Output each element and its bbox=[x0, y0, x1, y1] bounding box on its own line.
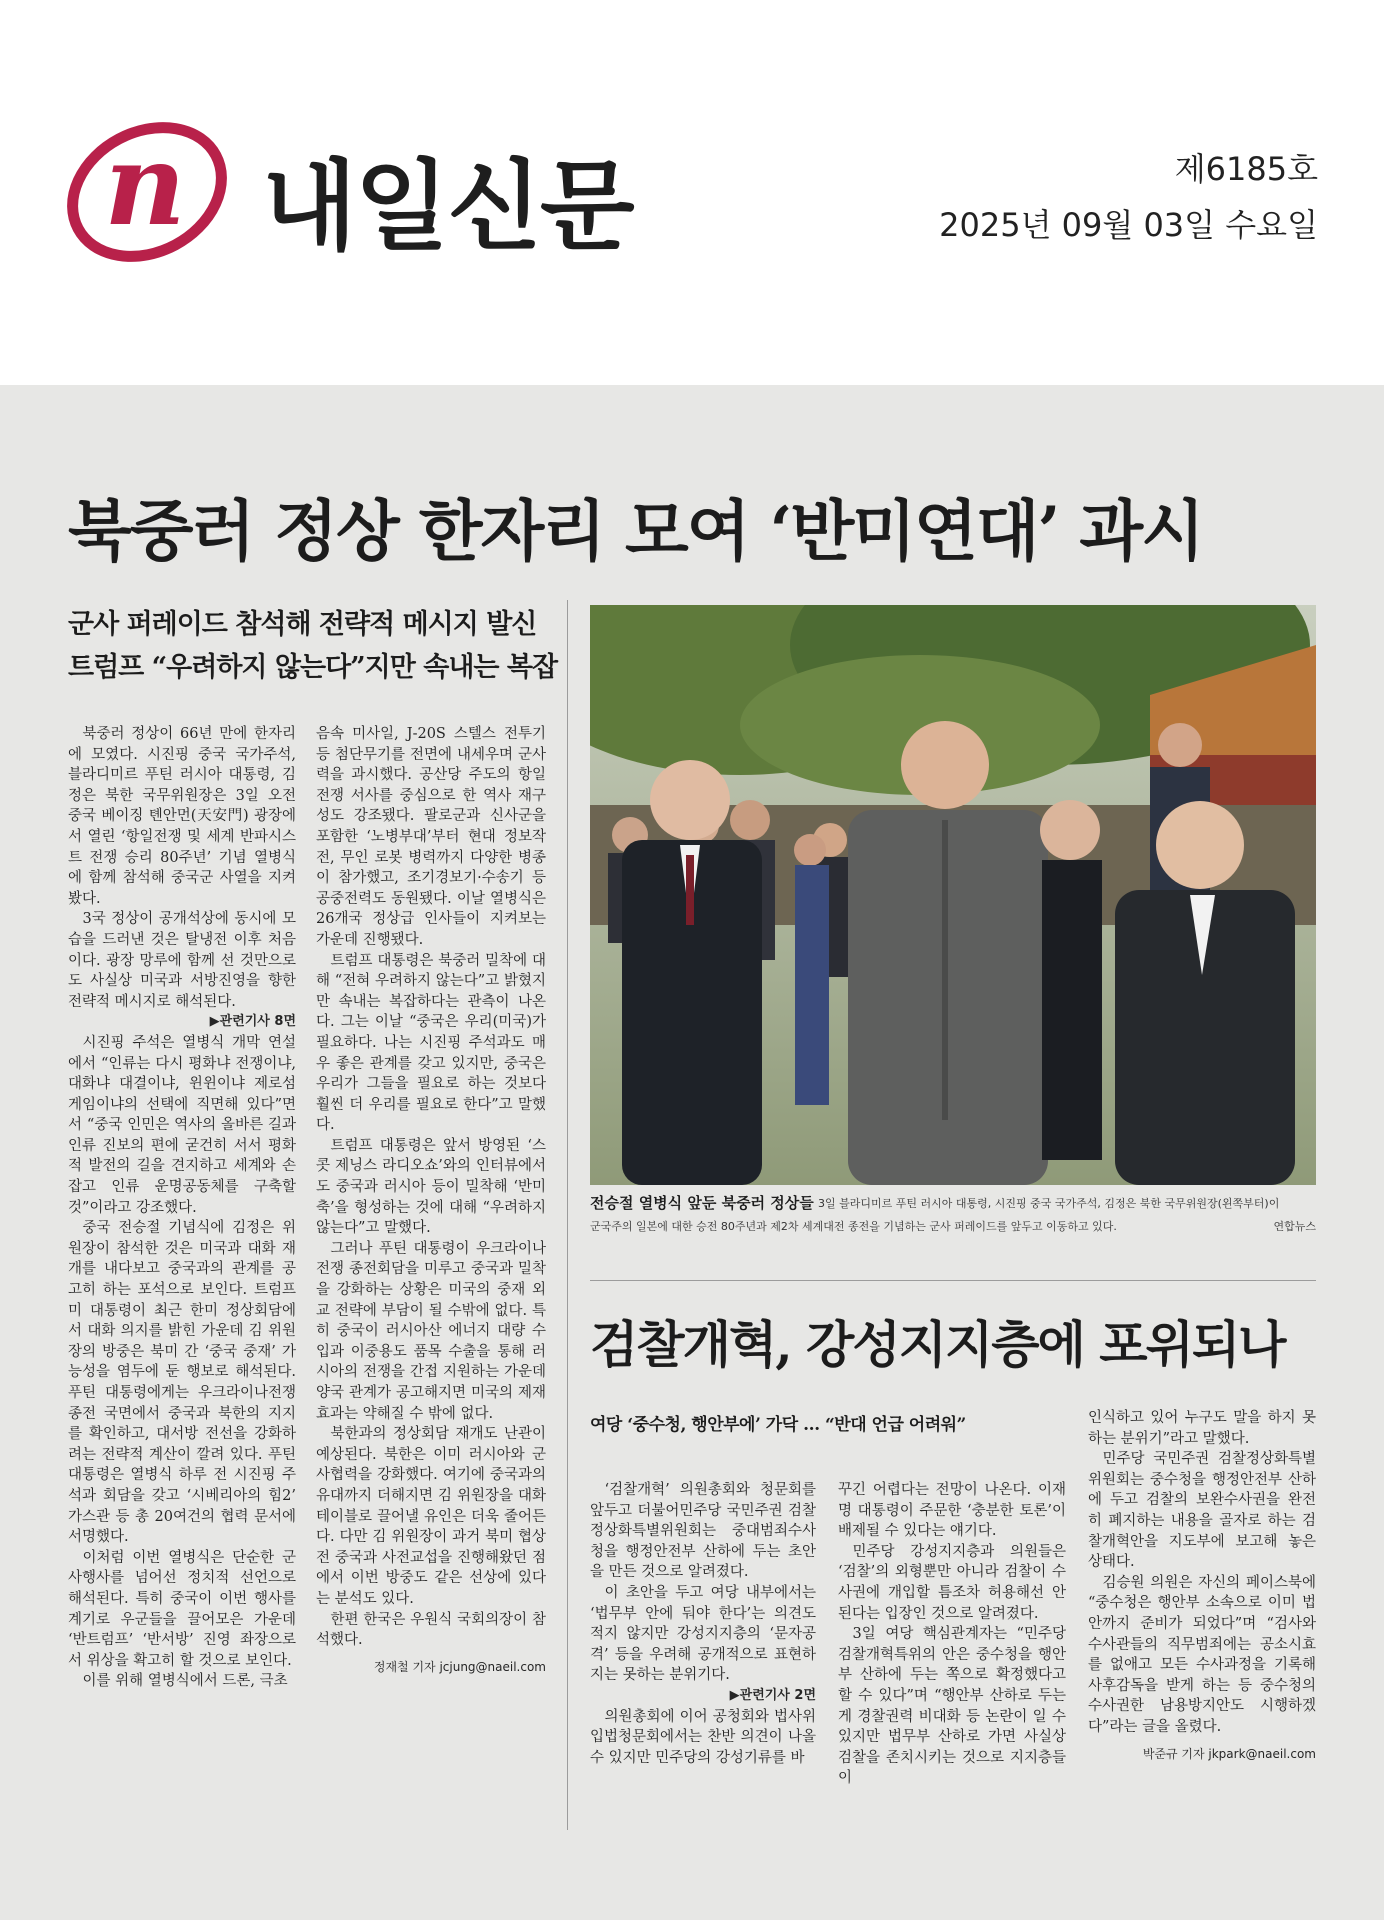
lead-headline: 북중러 정상 한자리 모여 ‘반미연대’ 과시 bbox=[68, 492, 1203, 570]
lead-paragraph: 이처럼 이번 열병식은 단순한 군사행사를 넘어선 정치적 선언으로 해석된다. 특히 중국이 이번 행사를 계기로 우군들을 끌어모은 가운데 ‘반트럼프’ ‘반서방’ 진영 좌장으로서 위상을 확고히 할 것으로 보인다. bbox=[68, 1549, 296, 1669]
lead-paragraph: 이를 위해 열병식에서 드론, 극초 bbox=[82, 1673, 288, 1690]
second-paragraph: 의원총회에 이어 공청회와 법사위 입법청문회에서는 찬반 의견이 나올 수 있지만 민주당의 강성기류를 바 bbox=[590, 1708, 816, 1766]
lead-paragraph: 북중러 정상이 66년 만에 한자리에 모였다. 시진핑 중국 국가주석, 블라디미르 푸틴 러시아 대통령, 김정은 북한 국무위원장은 3일 오전 중국 베이징 톈안먼(天安門) 광장에서 열린 ‘항일전쟁 및 세계 반파시스트 전쟁 승리 80주년’ 기념 열병식에 함께 참석해 중국군 사열을 지켜봤다. bbox=[68, 726, 296, 907]
issue-date: 2025년 09월 03일 수요일 bbox=[939, 206, 1318, 244]
naeil-logo-icon bbox=[62, 112, 232, 272]
masthead bbox=[0, 0, 1384, 385]
second-paragraph: 인식하고 있어 누구도 말을 하지 못하는 분위기”라고 말했다. bbox=[1088, 1410, 1316, 1447]
second-paragraph: ‘검찰개혁’ 의원총회와 청문회를 앞두고 더불어민주당 국민주권 검찰정상화특별위원회는 중대범죄수사청을 행정안전부 산하에 두는 초안을 만든 것으로 알려졌다. bbox=[590, 1482, 816, 1581]
second-paragraph: 민주당 강성지지층과 의원들은 ‘검찰’의 외형뿐만 아니라 검찰이 수사권에 개입할 틈조차 허용해선 안 된다는 입장인 것으로 알려졌다. bbox=[838, 1543, 1066, 1622]
section-divider bbox=[590, 1280, 1316, 1281]
leaders-photo-illustration bbox=[590, 605, 1316, 1185]
lead-paragraph: 한편 한국은 우원식 국회의장이 참석했다. bbox=[316, 1611, 546, 1649]
second-column-1 bbox=[590, 1480, 816, 1768]
lead-paragraph: 트럼프 대통령은 앞서 방영된 ‘스콧 제닝스 라디오쇼’와의 인터뷰에서도 중국과 러시아 등이 밀착해 ‘반미 축’을 형성하는 것에 대해 “우려하지 않는다”고 말했다. bbox=[316, 1137, 546, 1237]
second-column-2 bbox=[838, 1480, 1066, 1789]
lead-subhead-1: 군사 퍼레이드 참석해 전략적 메시지 발신 bbox=[68, 609, 537, 640]
lead-paragraph: 3국 정상이 공개석상에 동시에 모습을 드러낸 것은 탈냉전 이후 처음이다. 광장 망루에 함께 선 것만으로도 사실상 미국과 서방진영을 향한 전략적 메시지로 해석된다. bbox=[68, 911, 296, 1010]
photo-caption-text-line2: 군국주의 일본에 대한 승전 80주년과 제2차 세계대전 종전을 기념하는 군사 퍼레이드를 앞두고 이동하고 있다. bbox=[590, 1220, 1117, 1233]
lead-paragraph: 북한과의 정상회담 재개도 난관이 예상된다. 북한은 이미 러시아와 군사협력을 강화했다. 여기에 중국과의 유대까지 더해지면 김 위원장을 대화 테이블로 끌어낼 유인은 더욱 줄어든다. 다만 김 위원장이 과거 북미 협상 전 중국과 사전교섭을 진행해왔던 점에서 이번 방중도 같은 선상에 있다는 분석도 있다. bbox=[316, 1426, 546, 1607]
lead-paragraph: 중국 전승절 기념식에 김정은 위원장이 참석한 것은 미국과 대화 재개를 내다보고 중국과의 관계를 공고히 하는 포석으로 보인다. 트럼프 미 대통령이 최근 한미 정상회담에서 대화 의지를 밝힌 가운데 김 위원장의 방중은 북미 간 ‘중국 중재’ 가능성을 염두에 둔 행보로 해석된다. 푸틴 대통령에게는 우크라이나전쟁 종전 국면에서 중국과 북한의 지지를 확인하고, 대서방 전선을 강화하려는 전략적 계산이 깔려 있다. 푸틴 대통령은 열병식 하루 전 시진핑 주석과 회담을 갖고 ‘시베리아의 힘2’ 가스관 등 총 20여건의 협력 문서에 서명했다. bbox=[68, 1220, 296, 1546]
lead-byline: 정재철 기자 jcjung@naeil.com bbox=[373, 1659, 546, 1674]
related-article-link[interactable]: ▶관련기사 2면 bbox=[729, 1687, 816, 1703]
photo-caption-text: 3일 블라디미르 푸틴 러시아 대통령, 시진핑 중국 국가주석, 김정은 북한 국무위원장(왼쪽부터)이 bbox=[818, 1197, 1280, 1210]
second-subhead: 여당 ‘중수청, 행안부에’ 가닥 … “반대 언급 어려워” bbox=[590, 1415, 966, 1435]
column-divider bbox=[567, 600, 568, 1830]
second-headline: 검찰개혁, 강성지지층에 포위되나 bbox=[590, 1315, 1285, 1374]
issue-number: 제6185호 bbox=[1174, 150, 1318, 188]
second-paragraph: 민주당 국민주권 검찰정상화특별위원회는 중수청을 행정안전부 산하에 두고 검찰의 보완수사권을 완전히 폐지하는 내용을 골자로 하는 검찰개혁안을 지도부에 보고해 놓은 상태다. bbox=[1088, 1451, 1316, 1571]
second-paragraph: 이 초안을 두고 여당 내부에서는 ‘법무부 안에 둬야 한다’는 의견도 적지 않지만 강성지지층의 ‘문자공격’ 등을 우려해 공개적으로 표현하지는 못하는 분위기다. bbox=[590, 1584, 816, 1684]
second-column-3 bbox=[1088, 1408, 1316, 1764]
second-byline: 박준규 기자 jkpark@naeil.com bbox=[1142, 1746, 1316, 1761]
second-paragraph: 김승원 의원은 자신의 페이스북에 “중수청은 행안부 소속으로 이미 법안까지 준비가 되었다”며 “검사와 수사관들의 직무범죄에는 공소시효를 없애고 모든 수사과정을 기록해 사후감독을 받게 하는 등 중수청의 수사권한 남용방지안도 시행하겠다”라는 글을 올렸다. bbox=[1088, 1574, 1316, 1735]
logo-letter: n bbox=[104, 120, 186, 251]
lead-photo bbox=[590, 605, 1316, 1185]
photo-credit: 연합뉴스 bbox=[1273, 1220, 1316, 1233]
second-paragraph: 꾸긴 어렵다는 전망이 나온다. 이재명 대통령이 주문한 ‘충분한 토론’이 배제될 수 있다는 얘기다. bbox=[838, 1482, 1066, 1540]
lead-column-2 bbox=[316, 724, 546, 1677]
lead-paragraph: 음속 미사일, J-20S 스텔스 전투기 등 첨단무기를 전면에 내세우며 군사력을 과시했다. 공산당 주도의 항일전쟁 서사를 중심으로 한 역사 재구성도 강조됐다. 팔로군과 신사군을 포함한 ‘노병부대’부터 현대 정보작전, 무인 로봇 병력까지 다양한 병종이 참가했고, 조기경보기·수송기 등 공중전력도 동원됐다. 이날 열병식은 26개국 정상급 인사들이 지켜보는 가운데 진행됐다. bbox=[316, 726, 546, 948]
lead-paragraph: 시진핑 주석은 열병식 개막 연설에서 “인류는 다시 평화냐 전쟁이냐, 대화냐 대결이냐, 윈윈이냐 제로섬 게임이냐의 선택에 직면해 있다”면서 “중국 인민은 역사의 올바른 길과 인류 진보의 편에 굳건히 서서 평화적 발전의 길을 견지하고 세계와 손잡고 인류 운명공동체를 구축할 것”이라고 강조했다. bbox=[68, 1034, 296, 1216]
lead-paragraph: 그러나 푸틴 대통령이 우크라이나 전쟁 종전회담을 미루고 중국과 밀착을 강화하는 상황은 미국의 중재 외교 전략에 부담이 될 수밖에 없다. 특히 중국이 러시아산 에너지 대량 수입과 이중용도 품목 수출을 통해 러시아의 전쟁을 간접 지원하는 가운데 양국 관계가 공고해지면 미국의 제재 효과는 약해질 수 밖에 없다. bbox=[316, 1240, 546, 1422]
lead-subhead-2: 트럼프 “우려하지 않는다”지만 속내는 복잡 bbox=[68, 652, 558, 683]
photo-caption-title: 전승절 열병식 앞둔 북중러 정상들 bbox=[590, 1194, 814, 1212]
lead-column-1 bbox=[68, 724, 296, 1692]
second-paragraph: 3일 여당 핵심관계자는 “민주당 검찰개혁특위의 안은 중수청을 행안부 산하에 두는 쪽으로 확정했다고 할 수 있다”며 “행안부 산하로 두는 게 경찰권력 비대화 등 논란이 일 수 있지만 법무부 산하로 가면 사실상 검찰을 존치시키는 것으로 지지층들이 bbox=[838, 1626, 1066, 1787]
related-article-link[interactable]: ▶관련기사 8면 bbox=[209, 1014, 296, 1030]
lead-paragraph: 트럼프 대통령은 북중러 밀착에 대해 “전혀 우려하지 않는다”고 밝혔지만 속내는 복잡하다는 관측이 나온다. 그는 이날 “중국은 우리(미국)가 필요하다. 나는 시진핑 주석과도 매우 좋은 관계를 갖고 있지만, 중국은 우리가 그들을 필요로 하는 것보다 훨씬 더 우리를 필요로 한다”고 말했다. bbox=[316, 952, 546, 1134]
paper-name: 내일신문 bbox=[262, 150, 633, 264]
